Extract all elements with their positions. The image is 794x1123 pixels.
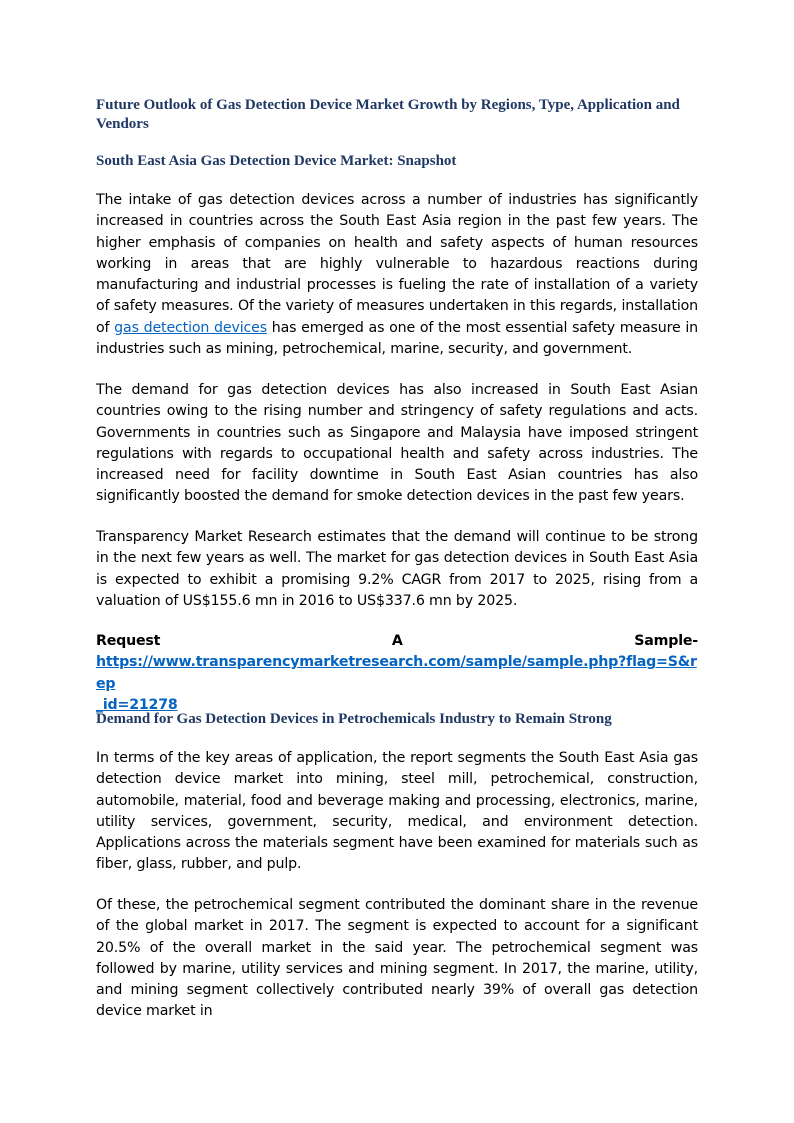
sample-word: Sample- <box>634 633 698 649</box>
document-title: Future Outlook of Gas Detection Device Market Growth by Regions, Type, Application and Vendors <box>96 97 680 132</box>
request-sample-label <box>96 631 698 652</box>
request-word: Request <box>96 633 161 649</box>
section-heading-petrochemicals: Demand for Gas Detection Devices in Petrochemicals Industry to Remain Strong <box>96 711 612 727</box>
paragraph-intro-text-start: The intake of gas detection devices across a number of industries has significantly increased in countries across the South East Asia region in the past few years. The higher emphasis of companies on health and safety aspects of human resources working in areas that are highly vulnerable to hazardous reactions during manufacturing and industrial processes is fueling the rate of installation of a variety of safety measures. Of the variety of measures undertaken in this regards, installation of <box>96 192 698 336</box>
request-sample-url-line2: _id=21278 <box>96 696 178 713</box>
gas-detection-devices-link[interactable]: gas detection devices <box>114 319 267 336</box>
section-heading-snapshot: South East Asia Gas Detection Device Market: Snapshot <box>96 153 457 169</box>
paragraph-intro <box>96 190 698 360</box>
paragraph-intro-text-end: has emerged as one of the most essential safety measure in industries such as mining, petrochemical, marine, security, and government. <box>96 319 698 358</box>
request-sample-block <box>96 631 698 716</box>
a-word: A <box>391 633 403 649</box>
request-sample-url-line1: https://www.transparencymarketresearch.com/sample/sample.php?flag=S&rep <box>96 654 697 692</box>
paragraph-demand: The demand for gas detection devices has also increased in South East Asian countries owing to the rising number and stringency of safety regulations and acts. Governments in countries such as Singapore and Malaysia have imposed stringent regulations with regards to occupational health and safety across industries. The increased need for facility downtime in South East Asian countries has also significantly boosted the demand for smoke detection devices in the past few years. <box>96 382 698 505</box>
paragraph-estimates: Transparency Market Research estimates that the demand will continue to be strong in the next few years as well. The market for gas detection devices in South East Asia is expected to exhibit a promising 9.2% CAGR from 2017 to 2025, rising from a valuation of US$155.6 mn in 2016 to US$337.6 mn by 2025. <box>96 529 698 609</box>
request-sample-link[interactable] <box>96 652 698 716</box>
paragraph-segments: Of these, the petrochemical segment contributed the dominant share in the revenue of the global market in 2017. The segment is expected to account for a significant 20.5% of the overall market in the said year. The petrochemical segment was followed by marine, utility services and mining segment. In 2017, the marine, utility, and mining segment collectively contributed nearly 39% of overall gas detection device market in <box>96 897 698 1020</box>
paragraph-applications: In terms of the key areas of application, the report segments the South East Asia gas detection device market into mining, steel mill, petrochemical, construction, automobile, material, food and beverage making and processing, electronics, marine, utility services, government, security, medical, and environment detection. Applications across the materials segment have been examined for materials such as fiber, glass, rubber, and pulp. <box>96 750 698 873</box>
